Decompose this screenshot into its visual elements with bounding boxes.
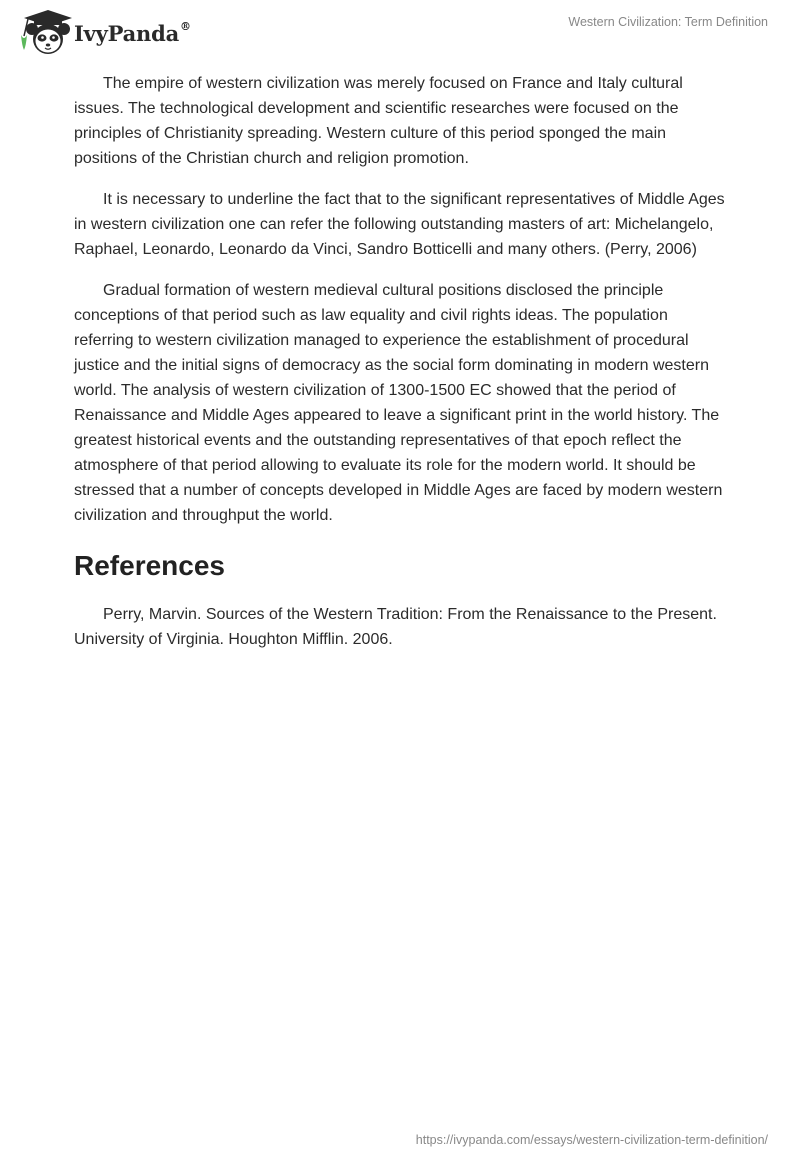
panda-graduate-icon [14, 8, 72, 56]
body-paragraph: It is necessary to underline the fact that to the significant representatives of Middle Ages in western civilization one can refer the following outstanding masters of art: Michelangelo, Raphael, Leonardo, Leonardo da Vinci, Sandro Botticelli and many others. (Perry, 2006) [74, 191, 725, 258]
ivypanda-logo[interactable] [14, 8, 191, 56]
registered-mark: ® [180, 19, 191, 33]
references-heading: References [74, 550, 225, 581]
essay-content [74, 71, 726, 668]
source-url-link[interactable]: https://ivypanda.com/essays/western-civilization-term-definition/ [415, 1133, 768, 1147]
page-header [0, 0, 800, 64]
brand-label: IvyPanda [74, 20, 180, 46]
body-paragraph: Gradual formation of western medieval cultural positions disclosed the principle conceptions of that period such as law equality and civil rights ideas. The population referring to western civilization managed to experience the establishment of procedural justice and the initial signs of democracy as the social form dominating in modern western world. The analysis of western civilization of 1300-1500 EC showed that the period of Renaissance and Middle Ages appeared to leave a significant print in the world history. The greatest historical events and the outstanding representatives of that epoch reflect the atmosphere of that period allowing to evaluate its role for the modern world. It should be stressed that a number of concepts developed in Middle Ages are faced by modern western civilization and throughput the world. [74, 282, 723, 524]
document-title: Western Civilization: Term Definition [568, 15, 768, 29]
brand-name [74, 21, 191, 46]
reference-entry: Perry, Marvin. Sources of the Western Tradition: From the Renaissance to the Present. University of Virginia. Houghton Mifflin. 2006. [74, 606, 717, 648]
body-paragraph: The empire of western civilization was merely focused on France and Italy cultural issues. The technological development and scientific researches were focused on the principles of Christianity spreading. Western culture of this period sponged the main positions of the Christian church and religion promotion. [74, 75, 683, 167]
